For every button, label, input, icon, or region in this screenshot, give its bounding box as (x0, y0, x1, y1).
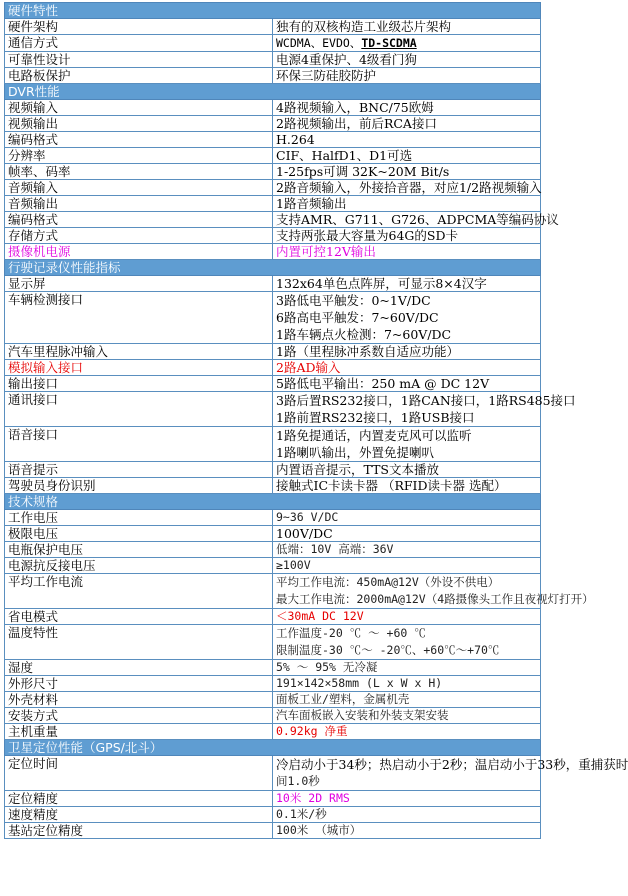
spec-value-line: 最大工作电流：2000mA@12V（4路摄像头工作且夜视灯打开） (276, 592, 594, 606)
spec-key: 速度精度 (5, 807, 273, 823)
spec-key: 主机重量 (5, 724, 273, 740)
spec-value-line: 间1.0秒 (276, 774, 320, 788)
spec-row (5, 756, 541, 791)
spec-key: 电瓶保护电压 (5, 542, 273, 558)
spec-value: 2路视频输出，前后RCA接口 (273, 116, 541, 132)
spec-value-line: 3路后置RS232接口，1路CAN接口，1路RS485接口 (276, 393, 576, 408)
spec-key: 摄像机电源 (5, 244, 273, 260)
spec-value (273, 392, 576, 427)
spec-value (273, 35, 541, 52)
spec-value: 环保三防硅胶防护 (273, 68, 541, 84)
spec-row (5, 791, 541, 807)
spec-row (5, 148, 541, 164)
spec-value: 支持AMR、G711、G726、ADPCMA等编码协议 (273, 212, 541, 228)
spec-row (5, 344, 541, 360)
spec-row (5, 35, 541, 52)
spec-value: 100米 （城市） (273, 823, 541, 839)
spec-key: 车辆检测接口 (5, 292, 273, 344)
spec-row (5, 360, 541, 376)
spec-row (5, 244, 541, 260)
spec-value: 低端：10V 高端：36V (273, 542, 541, 558)
spec-table (4, 2, 628, 839)
spec-key: 编码格式 (5, 212, 273, 228)
spec-value (273, 427, 541, 462)
spec-row (5, 609, 541, 625)
spec-row (5, 526, 541, 542)
spec-row (5, 558, 541, 574)
spec-value-line: 3路低电平触发：0~1V/DC (276, 293, 431, 308)
spec-key: 语音提示 (5, 462, 273, 478)
spec-key: 定位时间 (5, 756, 273, 791)
spec-value: 1路音频输出 (273, 196, 541, 212)
spec-value: 接触式IC卡读卡器 （RFID读卡器 选配） (273, 478, 541, 494)
spec-row (5, 462, 541, 478)
spec-value: 132x64单色点阵屏，可显示8×4汉字 (273, 276, 541, 292)
spec-row (5, 180, 541, 196)
spec-key: 通信方式 (5, 35, 273, 52)
section-title: 硬件特性 (5, 3, 541, 19)
spec-key: 显示屏 (5, 276, 273, 292)
spec-value-line: 1路前置RS232接口，1路USB接口 (276, 410, 475, 425)
spec-value-line: 1路免提通话，内置麦克风可以监听 (276, 428, 472, 443)
spec-row (5, 823, 541, 839)
section-header-hardware (5, 3, 541, 19)
spec-key: 视频输出 (5, 116, 273, 132)
spec-key: 工作电压 (5, 510, 273, 526)
spec-key: 可靠性设计 (5, 52, 273, 68)
spec-row (5, 574, 541, 609)
spec-key: 输出接口 (5, 376, 273, 392)
spec-row (5, 228, 541, 244)
spec-row (5, 542, 541, 558)
spec-row (5, 427, 541, 462)
spec-value: 0.92kg 净重 (273, 724, 541, 740)
spec-key: 硬件架构 (5, 19, 273, 35)
spec-key: 视频输入 (5, 100, 273, 116)
spec-key: 极限电压 (5, 526, 273, 542)
spec-value: 5% ～ 95% 无冷凝 (273, 660, 541, 676)
spec-value: ≥100V (273, 558, 541, 574)
section-title: 技术规格 (5, 494, 541, 510)
spec-row (5, 692, 541, 708)
spec-row (5, 708, 541, 724)
spec-value (273, 625, 541, 660)
spec-value: 汽车面板嵌入安装和外装支架安装 (273, 708, 541, 724)
section-title: 卫星定位性能（GPS/北斗） (5, 740, 541, 756)
spec-value: CIF、HalfD1、D1可选 (273, 148, 541, 164)
spec-key: 通讯接口 (5, 392, 273, 427)
spec-key: 外壳材料 (5, 692, 273, 708)
spec-key: 基站定位精度 (5, 823, 273, 839)
spec-key: 电路板保护 (5, 68, 273, 84)
spec-key: 音频输入 (5, 180, 273, 196)
spec-value: ＜30mA DC 12V (273, 609, 541, 625)
spec-value-line: 平均工作电流：450mA@12V（外设不供电） (276, 575, 500, 589)
spec-value: 191×142×58mm (L x W x H) (273, 676, 541, 692)
spec-row (5, 52, 541, 68)
spec-row (5, 116, 541, 132)
spec-row (5, 510, 541, 526)
spec-row (5, 478, 541, 494)
spec-key: 温度特性 (5, 625, 273, 660)
section-header-tech (5, 494, 541, 510)
spec-value: 面板工业/塑料，金属机壳 (273, 692, 541, 708)
spec-key: 安装方式 (5, 708, 273, 724)
spec-row (5, 676, 541, 692)
spec-value: 内置可控12V输出 (273, 244, 541, 260)
spec-row (5, 724, 541, 740)
spec-key: 语音接口 (5, 427, 273, 462)
spec-row (5, 164, 541, 180)
spec-value: 5路低电平输出：250 mA @ DC 12V (273, 376, 541, 392)
spec-row (5, 292, 541, 344)
spec-key: 模拟输入接口 (5, 360, 273, 376)
spec-value: 1-25fps可调 32K~20M Bit/s (273, 164, 541, 180)
spec-row (5, 212, 541, 228)
spec-value: 9~36 V/DC (273, 510, 541, 526)
spec-key: 音频输出 (5, 196, 273, 212)
spec-value-line: 冷启动小于34秒；热启动小于2秒；温启动小于33秒，重捕获时 (276, 757, 628, 772)
spec-value (273, 292, 541, 344)
spec-key: 电源抗反接电压 (5, 558, 273, 574)
spec-value-line: 6路高电平触发：7~60V/DC (276, 310, 439, 325)
spec-row (5, 196, 541, 212)
spec-value: 电源4重保护、4级看门狗 (273, 52, 541, 68)
spec-row (5, 68, 541, 84)
spec-value: 支持两张最大容量为64G的SD卡 (273, 228, 541, 244)
spec-key: 定位精度 (5, 791, 273, 807)
spec-value: 内置语音提示，TTS文本播放 (273, 462, 541, 478)
spec-row (5, 276, 541, 292)
spec-row (5, 807, 541, 823)
spec-value: 4路视频输入，BNC/75欧姆 (273, 100, 541, 116)
spec-key: 平均工作电流 (5, 574, 273, 609)
section-title: DVR性能 (5, 84, 541, 100)
spec-value: 2路音频输入，外接拾音器，对应1/2路视频输入 (273, 180, 541, 196)
spec-value: 独有的双核构造工业级芯片架构 (273, 19, 541, 35)
spec-key: 驾驶员身份识别 (5, 478, 273, 494)
spec-key: 存储方式 (5, 228, 273, 244)
spec-row (5, 660, 541, 676)
spec-value: 2路AD输入 (273, 360, 541, 376)
spec-value (273, 574, 594, 609)
spec-key: 外形尺寸 (5, 676, 273, 692)
spec-value (273, 756, 628, 791)
spec-value-line: 1路车辆点火检测：7~60V/DC (276, 327, 452, 342)
section-title: 行驶记录仪性能指标 (5, 260, 541, 276)
section-header-gps (5, 740, 541, 756)
spec-value-part: TD-SCDMA (361, 36, 417, 50)
spec-value: 0.1米/秒 (273, 807, 541, 823)
spec-row (5, 392, 541, 427)
section-header-recorder (5, 260, 541, 276)
spec-value: 1路（里程脉冲系数自适应功能） (273, 344, 541, 360)
spec-row (5, 376, 541, 392)
spec-key: 省电模式 (5, 609, 273, 625)
spec-value: H.264 (273, 132, 541, 148)
spec-value-part: WCDMA、EVDO、 (276, 36, 362, 50)
spec-key: 汽车里程脉冲输入 (5, 344, 273, 360)
spec-key: 湿度 (5, 660, 273, 676)
spec-row (5, 19, 541, 35)
spec-value-line: 工作温度-20 ℃ ～ +60 ℃ (276, 626, 426, 640)
spec-value: 100V/DC (273, 526, 541, 542)
spec-key: 帧率、码率 (5, 164, 273, 180)
spec-value-line: 限制温度-30 ℃～ -20℃、+60℃～+70℃ (276, 643, 500, 657)
spec-row (5, 625, 541, 660)
spec-key: 编码格式 (5, 132, 273, 148)
spec-row (5, 132, 541, 148)
section-header-dvr (5, 84, 541, 100)
spec-value-line: 1路喇叭输出，外置免提喇叭 (276, 445, 434, 460)
spec-value: 10米 2D RMS (273, 791, 541, 807)
spec-row (5, 100, 541, 116)
spec-key: 分辨率 (5, 148, 273, 164)
